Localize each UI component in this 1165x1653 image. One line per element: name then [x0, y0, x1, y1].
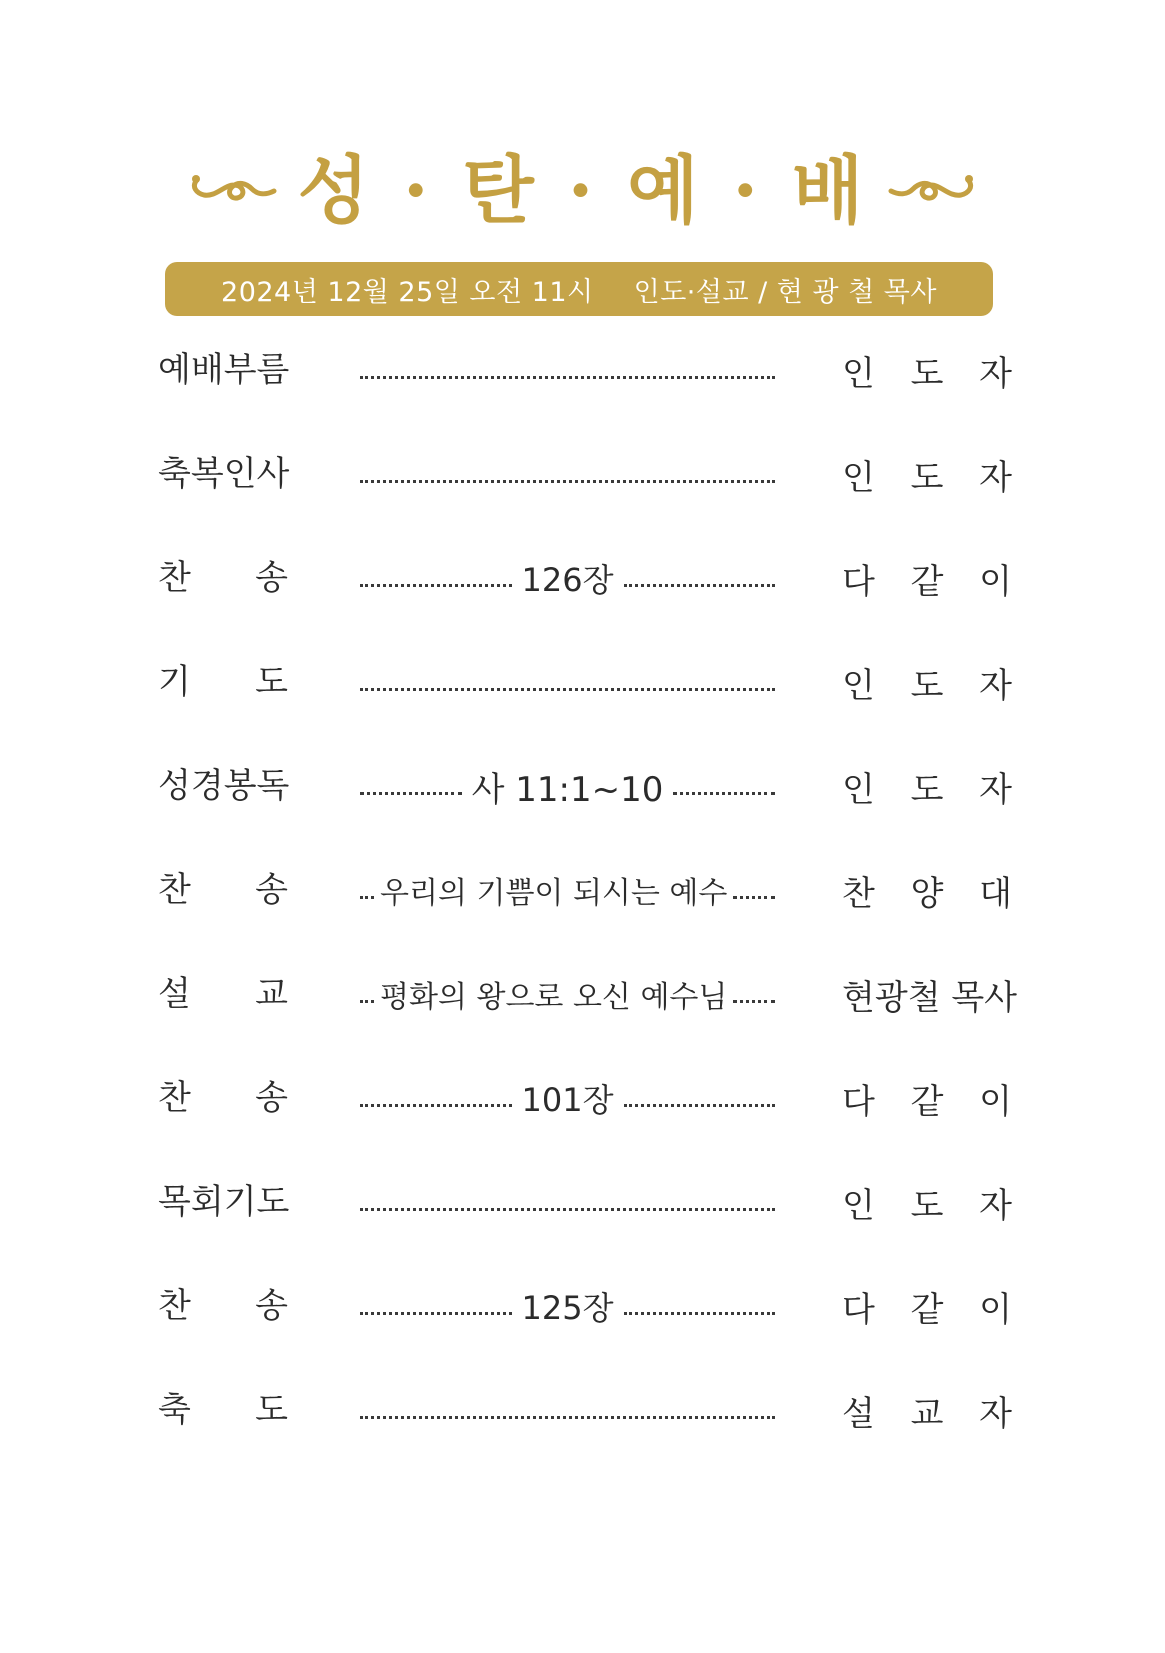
- dot-leader: [360, 892, 374, 899]
- responsible-char: 인: [842, 353, 875, 394]
- item-char: 찬: [158, 558, 191, 598]
- order-detail: [360, 652, 775, 712]
- responsible-char: 설: [842, 1393, 875, 1434]
- order-item: [158, 1276, 288, 1336]
- service-datetime: 2024년 12월 25일 오전 11시: [221, 276, 594, 308]
- detail-text: 사 11:1~10: [471, 769, 664, 810]
- responsible-char: 인: [842, 665, 875, 706]
- order-row: [0, 1276, 1165, 1336]
- order-row: [0, 860, 1165, 920]
- item-char: 설: [158, 974, 191, 1014]
- responsible-char: 같: [910, 561, 944, 602]
- responsible-char: 자: [979, 1185, 1012, 1226]
- dot-leader: [360, 1204, 775, 1211]
- order-responsible: [842, 756, 1012, 816]
- service-info-banner: [165, 262, 993, 316]
- responsible-char: 이: [979, 561, 1012, 602]
- order-item: [158, 1068, 288, 1128]
- order-responsible: [842, 444, 1012, 504]
- order-responsible: [842, 1380, 1012, 1440]
- detail-text: 우리의 기쁨이 되시는 예수: [380, 876, 728, 911]
- dot-leader: [360, 996, 374, 1003]
- item-char: 기: [158, 662, 191, 702]
- order-row: [0, 548, 1165, 608]
- title-char: 성: [297, 148, 374, 234]
- dot-leader: [360, 1308, 512, 1315]
- detail-text: 101장: [521, 1081, 614, 1119]
- title-char: 탄: [462, 148, 538, 234]
- order-responsible: [842, 1276, 1012, 1336]
- detail-text: 평화의 왕으로 오신 예수님: [380, 980, 728, 1015]
- responsible-char: 도: [910, 1185, 944, 1226]
- dot-leader: [360, 580, 512, 587]
- order-detail: [360, 860, 775, 920]
- order-responsible: [842, 1172, 1012, 1232]
- order-responsible: [842, 340, 1012, 400]
- dot-leader: [624, 1308, 776, 1315]
- order-item: 예배부름: [158, 350, 290, 390]
- responsible-char: 자: [979, 1393, 1012, 1434]
- order-responsible: [842, 1068, 1012, 1128]
- item-char: 찬: [158, 1078, 191, 1118]
- dot-leader: [733, 996, 775, 1003]
- responsible-char: 다: [842, 561, 875, 602]
- order-responsible: [842, 964, 1018, 1024]
- order-row: [0, 340, 1165, 400]
- order-detail: [360, 1172, 775, 1232]
- right-ornament-icon: [887, 165, 977, 205]
- dot-leader: [360, 1412, 775, 1419]
- dot-leader: [360, 372, 775, 379]
- responsible-char: 양: [910, 873, 944, 914]
- responsible-char: 도: [910, 665, 944, 706]
- item-char: 축: [158, 1390, 191, 1430]
- service-leader: 인도·설교 / 현 광 철 목사: [633, 276, 937, 308]
- order-item: [158, 964, 288, 1024]
- dot-leader: [360, 1100, 512, 1107]
- title-dot: ·: [567, 148, 598, 234]
- item-char: 송: [255, 870, 288, 910]
- order-item: [158, 860, 288, 920]
- responsible-char: 자: [979, 457, 1012, 498]
- responsible-char: 이: [979, 1081, 1012, 1122]
- order-detail: [360, 1276, 775, 1336]
- order-detail: [360, 1380, 775, 1440]
- item-char: 교: [255, 974, 288, 1014]
- dot-leader: [733, 892, 775, 899]
- responsible-char: 다: [842, 1289, 875, 1330]
- responsible-char: 찬: [842, 873, 875, 914]
- dot-leader: [673, 788, 775, 795]
- responsible-char: 이: [979, 1289, 1012, 1330]
- item-char: 송: [255, 1286, 288, 1326]
- order-row: [0, 1172, 1165, 1232]
- responsible-char: 다: [842, 1081, 875, 1122]
- title-dot: ·: [732, 148, 763, 234]
- item-char: 도: [255, 1390, 288, 1430]
- title-char: 배: [791, 148, 868, 234]
- responsible-char: 인: [842, 1185, 875, 1226]
- order-detail: [360, 548, 775, 608]
- order-item: [158, 652, 288, 712]
- responsible-char: 도: [910, 457, 944, 498]
- responsible-text: 현광철 목사: [842, 977, 1018, 1018]
- order-item: 축복인사: [158, 454, 290, 494]
- dot-leader: [624, 1100, 776, 1107]
- item-char: 찬: [158, 870, 191, 910]
- detail-text: 126장: [521, 561, 614, 599]
- item-char: 송: [255, 1078, 288, 1118]
- dot-leader: [624, 580, 776, 587]
- order-detail: [360, 964, 775, 1024]
- order-item: 목회기도: [158, 1182, 290, 1222]
- responsible-char: 대: [979, 873, 1012, 914]
- order-responsible: [842, 548, 1012, 608]
- order-item: [158, 1380, 288, 1440]
- dot-leader: [360, 788, 462, 795]
- responsible-char: 도: [910, 353, 944, 394]
- order-detail: [360, 444, 775, 504]
- order-row: [0, 652, 1165, 712]
- title-dot: ·: [402, 148, 433, 234]
- item-char: 찬: [158, 1286, 191, 1326]
- left-ornament-icon: [188, 165, 278, 205]
- order-row: [0, 964, 1165, 1024]
- order-row: [0, 1068, 1165, 1128]
- item-char: 도: [255, 662, 288, 702]
- order-responsible: [842, 860, 1012, 920]
- item-char: 송: [255, 558, 288, 598]
- order-row: [0, 1380, 1165, 1440]
- responsible-char: 같: [910, 1081, 944, 1122]
- responsible-char: 인: [842, 769, 875, 810]
- responsible-char: 교: [910, 1393, 944, 1434]
- order-item: 성경봉독: [158, 766, 290, 806]
- title-char: 예: [627, 148, 703, 234]
- service-title: [298, 132, 868, 238]
- order-detail: [360, 1068, 775, 1128]
- order-row: [0, 444, 1165, 504]
- responsible-char: 도: [910, 769, 944, 810]
- order-row: [0, 756, 1165, 816]
- responsible-char: 같: [910, 1289, 944, 1330]
- page-title: [0, 140, 1165, 234]
- order-detail: [360, 756, 775, 816]
- dot-leader: [360, 476, 775, 483]
- responsible-char: 자: [979, 769, 1012, 810]
- detail-text: 125장: [521, 1289, 614, 1327]
- order-responsible: [842, 652, 1012, 712]
- responsible-char: 인: [842, 457, 875, 498]
- responsible-char: 자: [979, 665, 1012, 706]
- responsible-char: 자: [979, 353, 1012, 394]
- order-item: [158, 548, 288, 608]
- dot-leader: [360, 684, 775, 691]
- order-detail: [360, 340, 775, 400]
